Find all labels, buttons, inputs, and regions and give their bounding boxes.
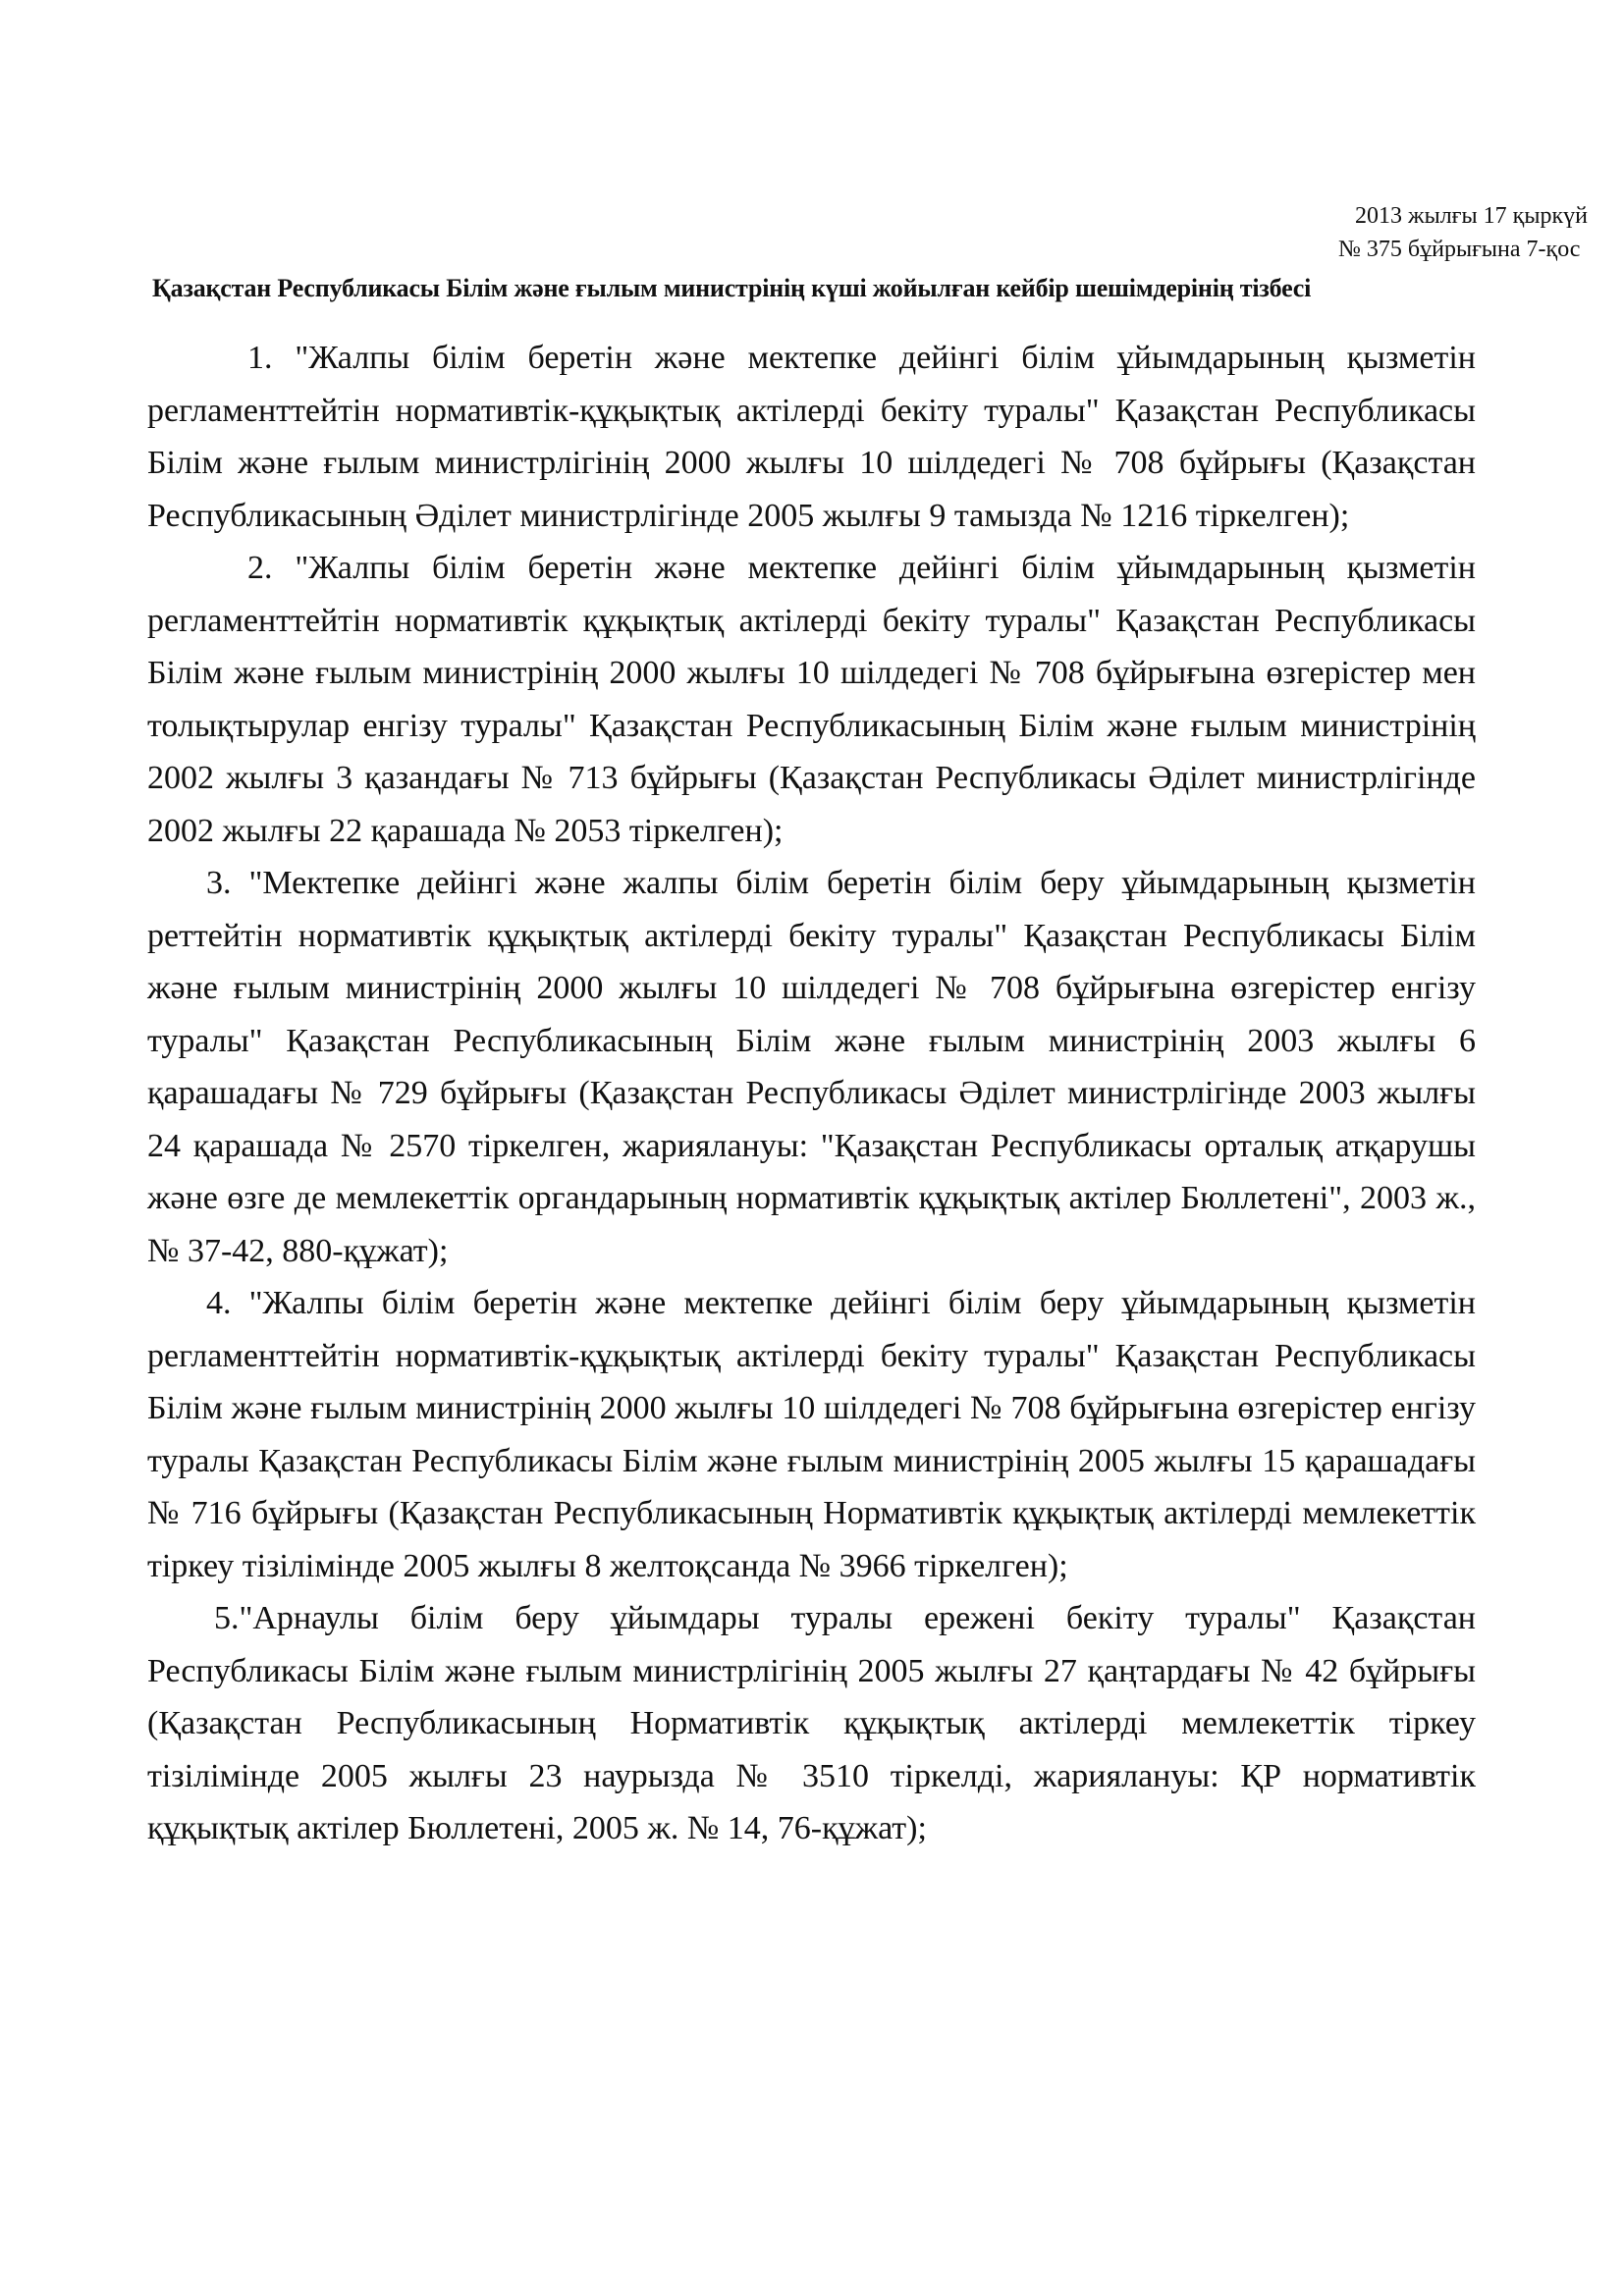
item-number: 4. (206, 1285, 232, 1321)
item-number: 3. (206, 865, 232, 901)
item-text: "Арнаулы білім беру ұйымдары туралы ережені бекіту туралы" Қазақстан Республикасы Білім және ғылым министрлігінің 2005 жылғы 27 қаңтардағы № 42 бұйрығы (Қазақстан Республикасының Нормативтік құқықтық актілерді мемлекеттік тіркеу тізілімінде 2005 жылғы 23 наурызда № 3510 тіркелді, жариялануы: ҚР нормативтік құқықтық актілер Бюллетені, 2005 ж. № 14, 76-құжат); (147, 1600, 1476, 1846)
list-item (147, 542, 1476, 857)
item-number: 2. (247, 550, 273, 586)
item-number: 5. (214, 1600, 240, 1636)
item-number: 1. (247, 340, 273, 376)
document-body (147, 332, 1476, 1855)
appendix-reference (1338, 199, 1624, 266)
appendix-order-line: № 375 бұйрығына 7-қос (1338, 237, 1581, 262)
document-title: Қазақстан Республикасы Білім және ғылым министрінің күші жойылған кейбір шешімдерінің тізбесі (152, 274, 1312, 302)
item-text: "Мектепке дейінгі және жалпы білім беретін білім беру ұйымдарының қызметін реттейтін нормативтік құқықтық актілерді бекіту туралы" Қазақстан Республикасы Білім және ғылым министрінің 2000 жылғы 10 шілдедегі № 708 бұйрығына өзгерістер енгізу туралы" Қазақстан Республикасының Білім және ғылым министрінің 2003 жылғы 6 қарашадағы № 729 бұйрығы (Қазақстан Республикасы Әділет министрлігінде 2003 жылғы 24 қарашада № 2570 тіркелген, жариялануы: "Қазақстан Республикасы орталық атқарушы және өзге де мемлекеттік органдарының нормативтік құқықтық актілер Бюллетені", 2003 ж., № 37-42, 880-құжат); (147, 865, 1477, 1269)
list-item (147, 857, 1476, 1277)
list-item (147, 1592, 1476, 1855)
list-item (147, 332, 1476, 542)
item-text: "Жалпы білім беретін және мектепке дейінгі білім ұйымдарының қызметін регламенттейтін нормативтік құқықтық актілерді бекіту туралы" Қазақстан Республикасы Білім және ғылым министрінің 2000 жылғы 10 шілдедегі № 708 бұйрығына өзгерістер мен толықтырулар енгізу туралы" Қазақстан Республикасының Білім және ғылым министрінің 2002 жылғы 3 қазандағы № 713 бұйрығы (Қазақстан Республикасы Әділет министрлігінде 2002 жылғы 22 қарашада № 2053 тіркелген); (147, 550, 1476, 849)
item-text: "Жалпы білім беретін және мектепке дейінгі білім ұйымдарының қызметін регламенттейтін нормативтік-құқықтық актілерді бекіту туралы" Қазақстан Республикасы Білім және ғылым министрлігінің 2000 жылғы 10 шілдедегі № 708 бұйрығы (Қазақстан Республикасының Әділет министрлігінде 2005 жылғы 9 тамызда № 1216 тіркелген); (147, 340, 1476, 534)
item-text: "Жалпы білім беретін және мектепке дейінгі білім беру ұйымдарының қызметін регламенттейтін нормативтік-құқықтық актілерді бекіту туралы" Қазақстан Республикасы Білім және ғылым министрінің 2000 жылғы 10 шілдедегі № 708 бұйрығына өзгерістер енгізу туралы Қазақстан Республикасы Білім және ғылым министрінің 2005 жылғы 15 қарашадағы № 716 бұйрығы (Қазақстан Республикасының Нормативтік құқықтық актілерді мемлекеттік тіркеу тізілімінде 2005 жылғы 8 желтоқсанда № 3966 тіркелген); (147, 1285, 1476, 1584)
appendix-date-line: 2013 жылғы 17 қыркүй (1355, 203, 1588, 229)
list-item (147, 1277, 1476, 1592)
